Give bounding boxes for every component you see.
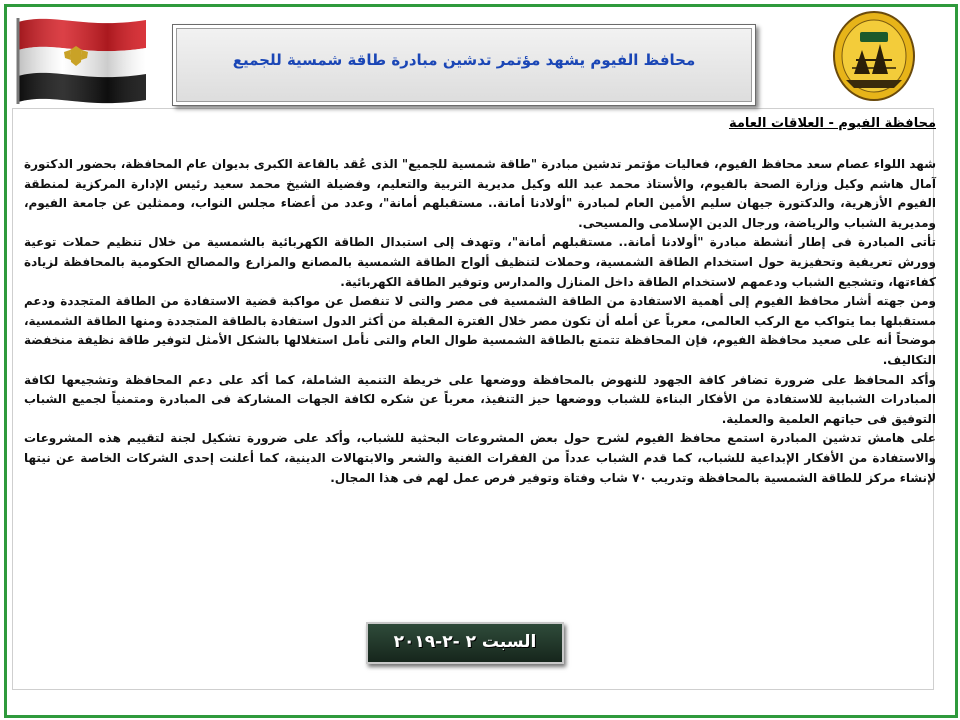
article-paragraph: شهد اللواء عصام سعد محافظ الفيوم، فعاليات مؤتمر تدشين مبادرة "طاقة شمسية للجميع" الذى عُقد بالقاعة الكبرى بديوان عام المحافظة، بحضور الدكتورة آمال هاشم وكيل وزارة الصحة بالفيوم، والأستاذ محمد عبد الله وكيل مديرية التربية والتعليم، وفضيلة الشيخ محمد سعيد رئيس الإدارة المركزية لمنطقة الفيوم الأزهرية، والدكتورة جيهان سليم الأمين العام لمبادرة "أولادنا أمانة.. مستقبلهم أمانة"، وعدد من أعضاء مجلس النواب، وممثلين عن جامعة الفيوم، ومديرية الشباب والرياضة، ورجال الدين الإسلامى والمسيحى.: [24, 157, 936, 230]
article-paragraph: على هامش تدشين المبادرة استمع محافظ الفيوم لشرح حول بعض المشروعات البحثية للشباب، وأكد على ضرورة تشكيل لجنة لتقييم هذه المشروعات والاستفادة من الأفكار الإبداعية للشباب، كما قدم الشباب عدداً من الفقرات الفنية والشعر والابتهالات الدينية، كما أعلنت إحدى الشركات الخاصة عن نيتها لإنشاء مركز للطاقة الشمسية بالمحافظة وتدريب ٧٠ شاب وفتاة وتوفير فرص عمل لهم فى هذا المجال.: [24, 431, 936, 485]
date-badge: [366, 622, 564, 664]
title-banner: [172, 24, 756, 106]
date-text: السبت ٢ -٢-٢٠١٩: [393, 632, 537, 652]
fayoum-governorate-logo: [832, 10, 916, 102]
article-paragraph: ومن جهته أشار محافظ الفيوم إلى أهمية الاستفادة من الطاقة الشمسية فى مصر والتى لا تنفصل عن مواكبة قضية الاستفادة من الطاقة المتجددة ودعم مستقبلها بما يتواكب مع الركب العالمى، معرباً عن أمله أن تكون مصر خلال الفترة المقبلة من أكثر الدول استفادة بالطاقة المتجددة ومنها الطاقة الشمسية، موضحاً أنه على صعيد محافظة الفيوم، فإن المحافظة تتمتع بالطاقة الشمسية طوال العام والتى نأمل استغلالها بالشكل الأمثل لتوفير طاقة نظيفة منخفضة التكاليف.: [24, 294, 936, 367]
page-title: محافظ الفيوم يشهد مؤتمر تدشين مبادرة طاقة شمسية للجميع: [232, 51, 696, 69]
source-line: محافظة الفيوم - العلاقات العامة: [728, 116, 936, 131]
article-body: [24, 155, 936, 488]
article-paragraph: وأكد المحافظ على ضرورة تضافر كافة الجهود للنهوض بالمحافظة ووضعها على خريطة التنمية الشاملة، كما أكد على دعم المحافظة وتشجيعها لكافة المبادرات الشبابية للاستفادة من الأفكار البناءة للشباب ووضعها حيز التنفيذ، معرباً عن شكره لكافة الجهات المشاركة فى المبادرة ومتمنياً لجميع الشباب التوفيق فى حياتهم العلمية والعملية.: [24, 372, 936, 426]
egypt-flag-icon: [14, 12, 150, 104]
article-paragraph: تأتى المبادرة فى إطار أنشطة مبادرة "أولادنا أمانة.. مستقبلهم أمانة"، وتهدف إلى استبدال الطاقة الكهربائية بالشمسية من خلال تنظيم حملات توعية وورش تعريفية وتحفيزية حول استخدام الطاقة الشمسية، وحملات لتنظيف ألواح الطاقة الشمسية بالمصانع والمزارع والمصالح الحكومية بالمحافظة لزيادة كفاءتها، وتشجيع الشباب ودعمهم لاستخدام الطاقة داخل المنازل والمدارس وتوفير الطاقة الكهربائية.: [24, 235, 936, 289]
